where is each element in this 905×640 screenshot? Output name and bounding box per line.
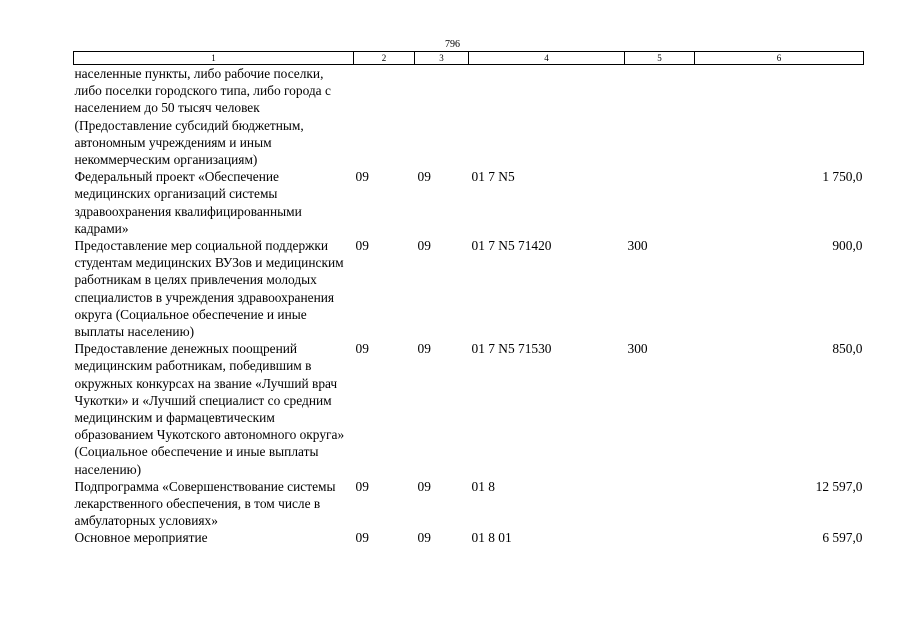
- row-subsection-code: 09: [417, 341, 431, 357]
- row-subsection-code: [415, 65, 469, 169]
- column-header-1: 1: [74, 52, 354, 65]
- row-subsection-code: 09: [417, 169, 431, 185]
- column-header-6: 6: [695, 52, 864, 65]
- row-section-code: 09: [355, 169, 369, 185]
- row-name: Предоставление мер социальной поддержки студентам медицинских ВУЗов и медицинским работникам в целях привлечения молодых специалистов в учреждения здравоохранения округа (Социальное обеспечение и иные выплаты населению): [74, 238, 344, 340]
- table-row: [74, 237, 864, 340]
- row-name: Предоставление денежных поощрений медицинским работникам, победившим в окружных конкурсах на звание «Лучший врач Чукотки» и «Лучший специалист со средним медицинским и фармацевтическим образованием Чукотского автономного округа» (Социальное обеспечение и иные выплаты населению): [74, 341, 345, 477]
- row-target-code: 01 7 N5 71530: [471, 341, 552, 357]
- row-section-code: 09: [355, 478, 369, 494]
- row-target-code: [469, 65, 625, 169]
- column-header-2: 2: [354, 52, 415, 65]
- row-target-code: 01 8: [471, 478, 495, 494]
- budget-table: [73, 51, 864, 547]
- row-section-code: 09: [355, 341, 369, 357]
- table-body: [74, 65, 864, 547]
- row-target-code: 01 7 N5: [471, 169, 515, 185]
- row-section-code: [354, 65, 415, 169]
- row-expense-type: 300: [627, 341, 648, 357]
- row-section-code: 09: [355, 530, 369, 546]
- row-subsection-code: 09: [417, 478, 431, 494]
- row-amount: 850,0: [832, 341, 863, 357]
- table-row: [74, 340, 864, 478]
- row-amount: 1 750,0: [822, 169, 863, 185]
- row-target-code: 01 8 01: [471, 530, 512, 546]
- row-expense-type: [625, 529, 695, 546]
- table-row: [74, 65, 864, 169]
- row-name: населенные пункты, либо рабочие поселки, либо поселки городского типа, либо города с населением до 50 тысяч человек (Предоставление субсидий бюджетным, автономным учреждениям и иным некоммерческим организациям): [74, 66, 331, 168]
- row-name: Федеральный проект «Обеспечение медицинских организаций системы здравоохранения квалифицированными кадрами»: [74, 169, 302, 236]
- column-header-4: 4: [469, 52, 625, 65]
- table-row: [74, 478, 864, 530]
- row-amount: 6 597,0: [822, 530, 863, 546]
- row-amount: 12 597,0: [815, 478, 863, 494]
- page-number: 796: [445, 39, 460, 50]
- row-amount: 900,0: [832, 238, 863, 254]
- row-target-code: 01 7 N5 71420: [471, 238, 552, 254]
- row-expense-type: 300: [627, 238, 648, 254]
- row-name: Подпрограмма «Совершенствование системы лекарственного обеспечения, в том числе в амбулаторных условиях»: [74, 478, 336, 529]
- row-section-code: 09: [355, 238, 369, 254]
- table-row: [74, 168, 864, 237]
- table-header: [74, 52, 864, 65]
- row-expense-type: [625, 168, 695, 237]
- column-header-3: 3: [415, 52, 469, 65]
- row-amount: [695, 65, 864, 169]
- table-row: [74, 529, 864, 546]
- row-subsection-code: 09: [417, 238, 431, 254]
- row-name: Основное мероприятие: [74, 530, 208, 546]
- row-expense-type: [625, 478, 695, 530]
- row-expense-type: [625, 65, 695, 169]
- column-header-5: 5: [625, 52, 695, 65]
- row-subsection-code: 09: [417, 530, 431, 546]
- header-row: [74, 52, 864, 65]
